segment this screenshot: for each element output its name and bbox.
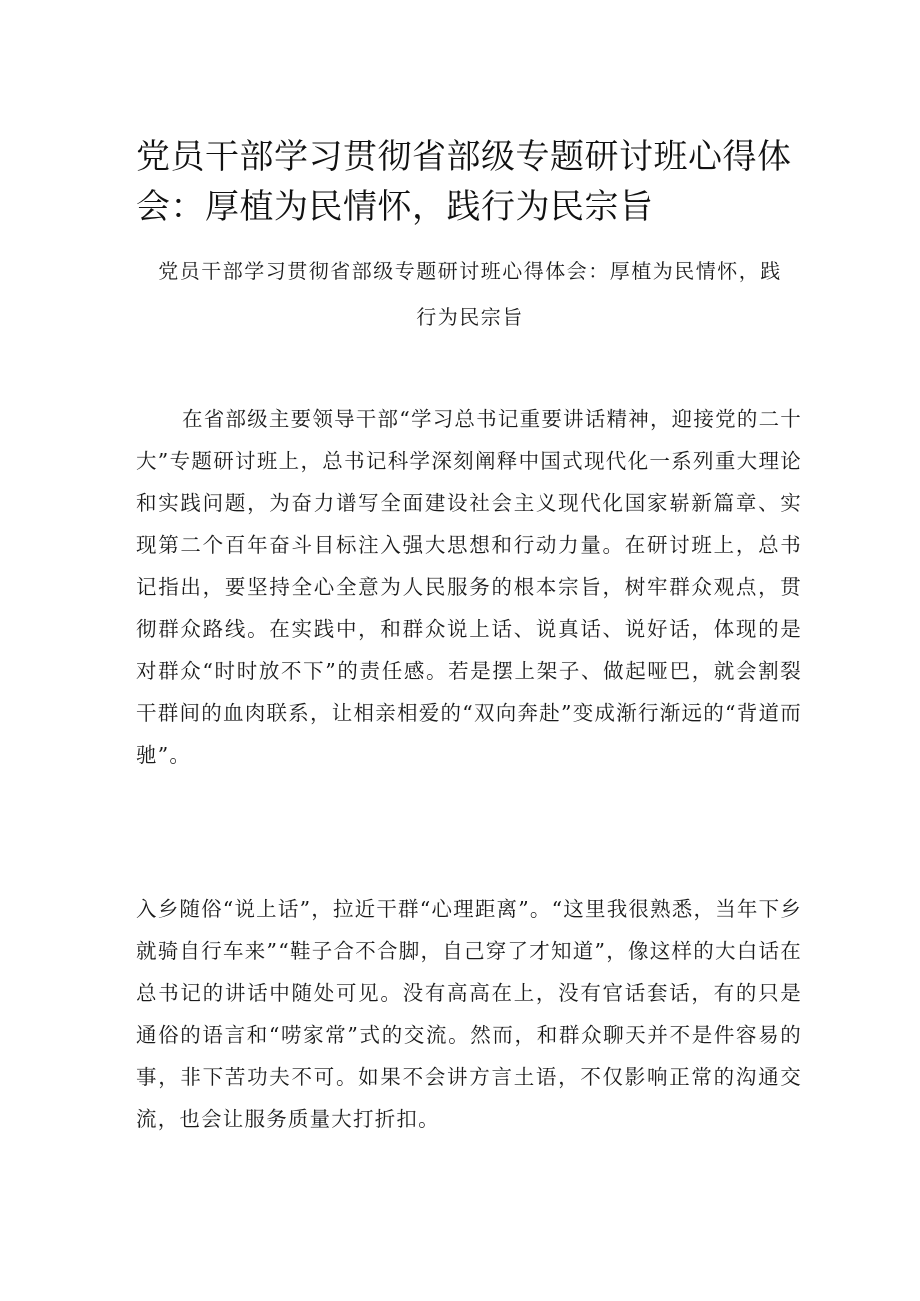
document-subtitle: 党员干部学习贯彻省部级专题研讨班心得体会：厚植为民情怀，践行为民宗旨 xyxy=(158,259,782,329)
body-paragraph-1: 在省部级主要领导干部“学习总书记重要讲话精神，迎接党的二十大”专题研讨班上，总书记科学深刻阐释中国式现代化一系列重大理论和实践问题，为奋力谱写全面建设社会主义现代化国家崭新篇章、实现第二个百年奋斗目标注入强大思想和行动力量。在研讨班上，总书记指出，要坚持全心全意为人民服务的根本宗旨，树牢群众观点，贯彻群众路线。在实践中，和群众说上话、说真话、说好话，体现的是对群众“时时放不下”的责任感。若是摆上架子、做起哑巴，就会割裂干群间的血肉联系，让相亲相爱的“双向奔赴”变成渐行渐远的“背道而驰”。 xyxy=(136,407,802,767)
body-paragraph-2: 入乡随俗“说上话”，拉近干群“心理距离”。“这里我很熟悉，当年下乡就骑自行车来”“鞋子合不合脚，自己穿了才知道”，像这样的大白话在总书记的讲话中随处可见。没有高高在上，没有官话套话，有的只是通俗的语言和“唠家常”式的交流。然而，和群众聊天并不是件容易的事，非下苦功夫不可。如果不会讲方言土语，不仅影响正常的沟通交流，也会让服务质量大打折扣。 xyxy=(136,897,802,1131)
document-title: 党员干部学习贯彻省部级专题研讨班心得体会：厚植为民情怀，践行为民宗旨 xyxy=(136,137,792,227)
